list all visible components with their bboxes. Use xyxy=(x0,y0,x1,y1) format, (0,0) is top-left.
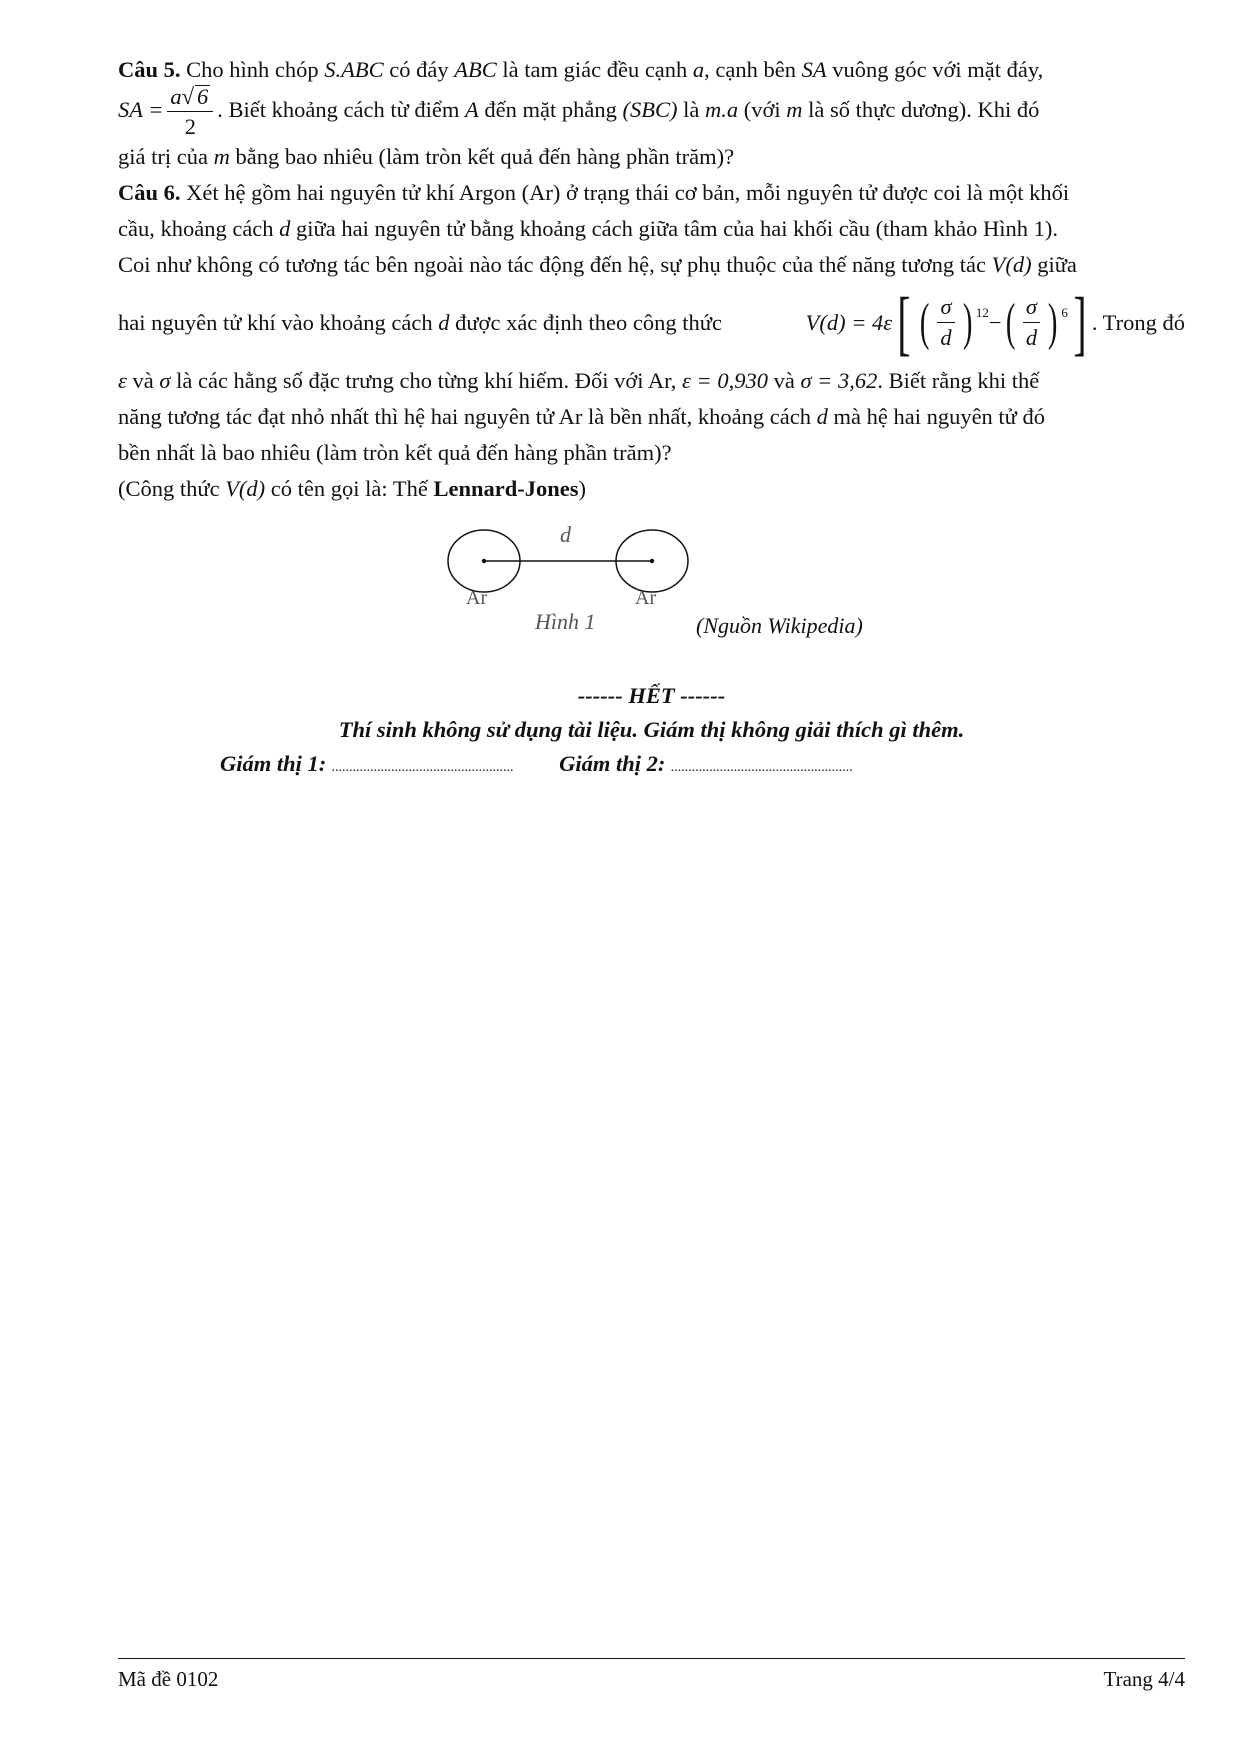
exam-code: Mã đề 0102 xyxy=(118,1667,219,1691)
math-side: SA xyxy=(801,57,827,82)
paren-close: ) xyxy=(962,293,972,351)
text: . Trong đó xyxy=(1091,309,1185,335)
text: có đáy xyxy=(389,57,449,82)
exam-page xyxy=(118,52,1185,785)
text: . Biết khoảng cách từ điểm xyxy=(217,97,460,122)
frac-d: d xyxy=(940,324,952,350)
formula-minus: − xyxy=(988,309,1002,335)
question-6-line-3 xyxy=(118,247,1185,283)
math-pyramid: S.ABC xyxy=(324,57,384,82)
paren-close: ) xyxy=(1047,293,1058,351)
frac-den: 2 xyxy=(184,114,196,140)
question-6-line-6 xyxy=(118,399,1185,435)
text: là tam giác đều cạnh xyxy=(502,57,688,82)
frac-sigma: σ xyxy=(1023,296,1040,323)
math-m: m xyxy=(213,143,230,169)
text: . Biết rằng khi thế xyxy=(877,367,1040,393)
math-d: d xyxy=(438,309,450,335)
figure-ar-right: Ar xyxy=(635,586,657,609)
math-dist: m.a xyxy=(705,97,739,122)
frac-d: d xyxy=(1025,324,1038,350)
question-6-line-1 xyxy=(118,175,1185,211)
question-6-line-4 xyxy=(118,283,1185,363)
formula-bracket-open: [ xyxy=(897,282,911,363)
text: hai nguyên tử khí vào khoảng cách xyxy=(118,309,433,335)
math-m: m xyxy=(786,97,803,122)
text: Cho hình chóp xyxy=(186,57,319,82)
math-edge: a xyxy=(692,57,705,82)
text: là số thực dương). Khi đó xyxy=(808,97,1040,122)
end-marker: ------ HẾT ------ xyxy=(577,682,726,708)
proctor-1-line: .................................................... xyxy=(331,759,514,775)
figure-d-label: d xyxy=(560,521,571,547)
math-sigma: σ xyxy=(159,367,171,393)
proctor-2-line: .................................................... xyxy=(671,759,854,775)
figure-1 xyxy=(118,521,1185,641)
text: là xyxy=(683,97,700,122)
frac-sigma: σ xyxy=(937,296,954,323)
exponent-12: 12 xyxy=(975,304,989,320)
math-epsilon: ε xyxy=(118,367,127,393)
text: và xyxy=(773,367,795,393)
frac-num-a: a xyxy=(170,83,182,109)
exponent-6: 6 xyxy=(1061,304,1068,320)
question-6-label: Câu 6. xyxy=(118,179,181,205)
question-6-line-2 xyxy=(118,211,1185,247)
math-plane: (SBC) xyxy=(622,97,678,122)
math-point: A xyxy=(465,97,479,122)
lennard-jones-formula xyxy=(805,282,1185,363)
math-d: d xyxy=(816,403,828,429)
text: bằng bao nhiêu (làm tròn kết quả đến hàng phần trăm)? xyxy=(235,143,735,169)
question-6-line-8 xyxy=(118,471,1185,507)
math-vd: V(d) xyxy=(991,251,1032,277)
text: cầu, khoảng cách xyxy=(118,215,274,241)
text: ) xyxy=(578,475,586,501)
proctor-2-label: Giám thị 2: xyxy=(559,750,666,776)
text: giữa xyxy=(1037,251,1077,277)
text: được xác định theo công thức xyxy=(455,309,722,335)
figure-caption: Hình 1 xyxy=(535,608,596,634)
text: Xét hệ gồm hai nguyên tử khí Argon (Ar) ở trạng thái cơ bản, mỗi nguyên tử được coi là một khối xyxy=(186,179,1070,205)
fraction-sigma-d xyxy=(937,296,954,349)
text: (với xyxy=(743,97,781,122)
question-5-line-3 xyxy=(118,139,1185,175)
text: năng tương tác đạt nhỏ nhất thì hệ hai nguyên tử Ar là bền nhất, khoảng cách xyxy=(118,403,811,429)
text: giữa hai nguyên tử bằng khoảng cách giữa tâm của hai khối cầu (tham khảo Hình 1). xyxy=(296,215,1059,241)
question-5-label: Câu 5. xyxy=(118,57,181,82)
math-sigma-value: σ = 3,62 xyxy=(800,367,878,393)
question-6-line-7 xyxy=(118,435,1185,471)
text: (Công thức xyxy=(118,475,220,501)
math-base: ABC xyxy=(454,57,497,82)
text: là các hằng số đặc trưng cho từng khí hiếm. Đối với Ar, xyxy=(176,367,677,393)
question-6-line-5 xyxy=(118,363,1185,399)
lennard-jones-name: Lennard-Jones xyxy=(433,475,579,501)
text: bền nhất là bao nhiêu (làm tròn kết quả đến hàng phần trăm)? xyxy=(118,439,672,465)
question-5-line-1 xyxy=(118,52,1185,88)
text: mà hệ hai nguyên tử đó xyxy=(833,403,1046,429)
text: vuông góc với mặt đáy, xyxy=(832,57,1044,82)
math-sa-lhs: SA = xyxy=(118,97,164,122)
text: , cạnh bên xyxy=(704,57,797,82)
argon-diagram xyxy=(118,521,1185,641)
frac-radicand: 6 xyxy=(197,83,209,109)
page-footer xyxy=(118,1658,1185,1692)
text: giá trị của xyxy=(118,143,208,169)
math-epsilon-value: ε = 0,930 xyxy=(682,367,768,393)
text: Coi như không có tương tác bên ngoài nào tác động đến hệ, sự phụ thuộc của thế năng tương tác xyxy=(118,251,986,277)
paren-open: ( xyxy=(920,293,930,351)
question-5-line-2 xyxy=(118,84,1185,139)
formula-lhs: V(d) = 4ε xyxy=(805,309,893,335)
text: và xyxy=(132,367,154,393)
paren-open: ( xyxy=(1005,293,1016,351)
fraction-sa: $\frac{a√ 6}{2}$ xyxy=(167,85,213,139)
page-number: Trang 4/4 xyxy=(1103,1667,1185,1691)
figure-ar-left: Ar xyxy=(466,586,488,609)
proctor-1-label: Giám thị 1: xyxy=(220,750,327,776)
text: có tên gọi là: Thế xyxy=(270,475,428,501)
proctor-signatures xyxy=(118,747,1185,785)
formula-bracket-close: ] xyxy=(1073,282,1087,363)
math-d: d xyxy=(279,215,291,241)
text: đến mặt phẳng xyxy=(484,97,617,122)
figure-source: (Nguồn Wikipedia) xyxy=(696,612,863,638)
exam-note: Thí sinh không sử dụng tài liệu. Giám thị không giải thích gì thêm. xyxy=(338,716,965,742)
math-vd: V(d) xyxy=(225,475,266,501)
fraction-sigma-d xyxy=(1023,296,1040,349)
